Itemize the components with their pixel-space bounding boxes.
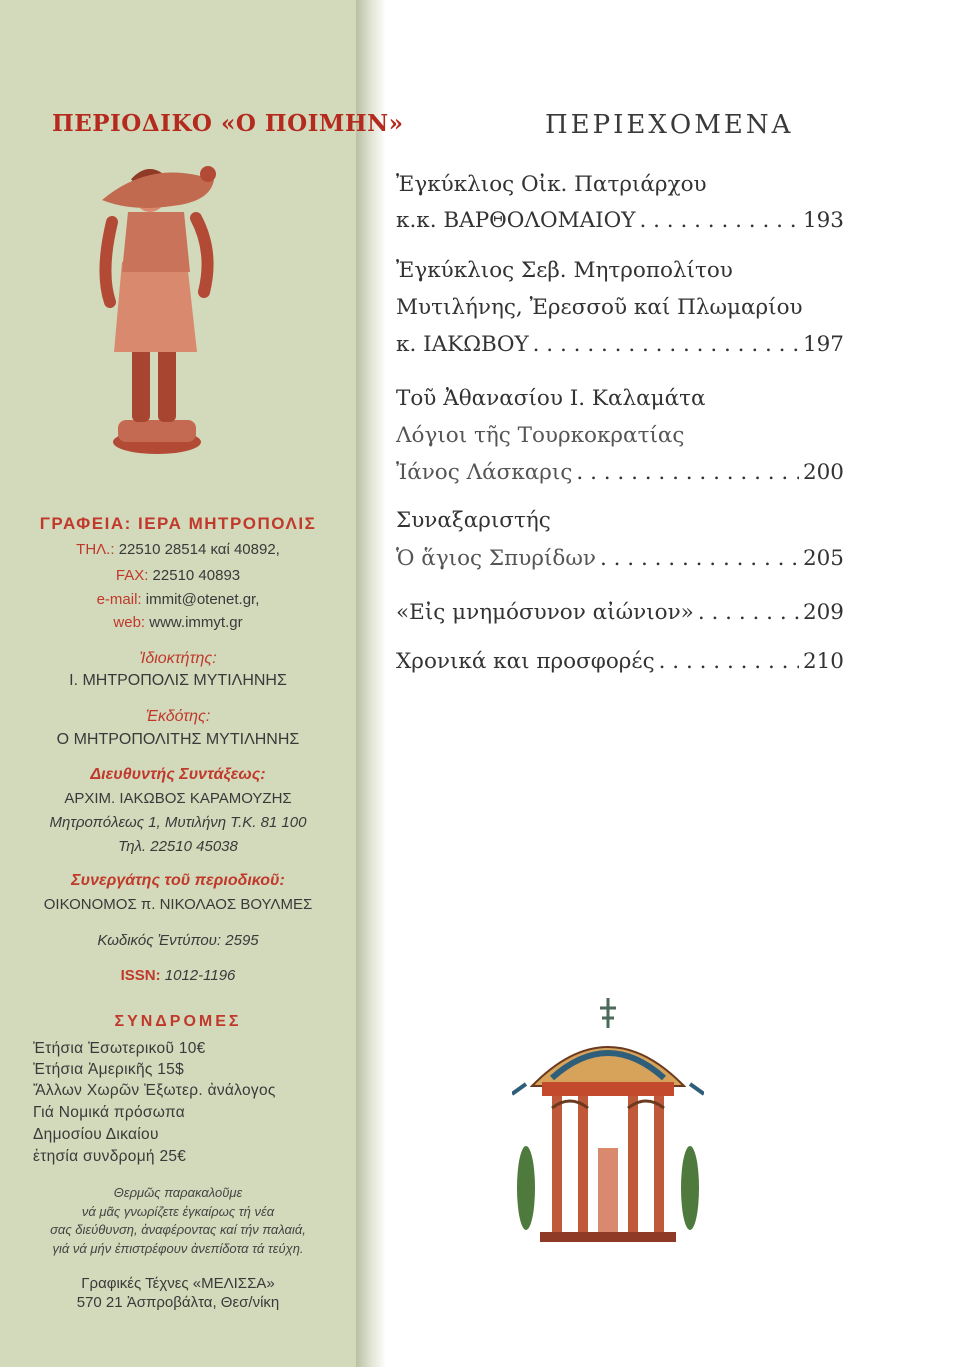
byzantine-fountain-illustration	[512, 998, 704, 1248]
publisher-label: Ἐκδότης:	[145, 708, 211, 725]
leader-dots	[698, 600, 799, 625]
web-value[interactable]: www.immyt.gr	[145, 614, 243, 631]
toc-entry-1-page: 193	[802, 208, 844, 233]
toc-entry-2-line1: Ἐγκύκλιος Σεβ. Μητροπολίτου	[396, 258, 733, 283]
leader-dots	[576, 460, 799, 485]
notice-line: γιά νά μήν ἐπιστρέφουν ἀνεπίδοτα τά τεύχη.	[52, 1240, 304, 1256]
leader-dots	[659, 649, 799, 674]
toc-entry-6[interactable]	[396, 649, 844, 674]
editor-label: Διευθυντής Συντάξεως:	[90, 766, 266, 783]
printer-code: Κωδικός Ἐντύπου: 2595	[97, 932, 259, 949]
web-line	[0, 614, 356, 631]
subscription-line: Ἐτήσια Ἀμερικῆς 15$	[33, 1061, 185, 1078]
page-gutter-shadow	[356, 0, 386, 1367]
subscription-line: Γιά Νομικά πρόσωπα	[33, 1104, 186, 1121]
notice-line: σας διεύθυνση, ἀναφέροντας καί τήν παλαιά,	[50, 1222, 306, 1237]
toc-entry-2-page: 197	[802, 332, 844, 357]
subscription-line: Ἐτήσια Ἐσωτερικοῦ 10€	[33, 1040, 206, 1057]
collaborator-name: ΟΙΚΟΝΟΜΟΣ π. ΝΙΚΟΛΑΟΣ ΒΟΥΛΜΕΣ	[43, 896, 313, 913]
issn-label: ISSN:	[120, 967, 161, 984]
toc-entry-5-page: 209	[802, 600, 844, 625]
fax-value: 22510 40893	[148, 567, 241, 584]
email-line	[0, 591, 356, 608]
leader-dots	[639, 208, 799, 233]
web-label: web:	[113, 614, 146, 631]
leader-dots	[600, 546, 799, 571]
toc-entry-2[interactable]	[396, 332, 844, 357]
collaborator-label: Συνεργάτης τοῦ περιοδικοῦ:	[71, 872, 285, 889]
toc-entry-1-title: κ.κ. ΒΑΡΘΟΛΟΜΑΙΟΥ	[396, 208, 636, 233]
subscriptions-heading: ΣΥΝΔΡΟΜΕΣ	[114, 1013, 242, 1030]
email-label: e-mail:	[96, 591, 142, 608]
toc-heading: ΠΕΡΙΕΧΟΜΕΝΑ	[545, 110, 794, 140]
editor-phone: Τηλ. 22510 45038	[118, 838, 238, 855]
toc-entry-3-title: Ἰάνος Λάσκαρις	[396, 460, 573, 485]
toc-entry-4[interactable]	[396, 546, 844, 571]
graphics-credit-line1: Γραφικές Τέχνες «ΜΕΛΙΣΣΑ»	[81, 1275, 275, 1292]
magazine-title: ΠΕΡΙΟΔΙΚΟ «Ο ΠΟΙΜΗΝ»	[52, 110, 404, 137]
offices-heading: ΓΡΑΦΕΙΑ: ΙΕΡΑ ΜΗΤΡΟΠΟΛΙΣ	[39, 514, 317, 533]
toc-entry-3[interactable]	[396, 460, 844, 485]
publisher-value: Ο ΜΗΤΡΟΠΟΛΙΤΗΣ ΜΥΤΙΛΗΝΗΣ	[56, 731, 300, 748]
phone-line	[0, 541, 356, 558]
toc-entry-3-author: Τοῦ Ἀθανασίου Ι. Καλαμάτα	[396, 386, 706, 411]
editor-name: ΑΡΧΙΜ. ΙΑΚΩΒΟΣ ΚΑΡΑΜΟΥΖΗΣ	[64, 790, 292, 807]
fax-label: FAX:	[115, 567, 149, 584]
toc-entry-6-page: 210	[802, 649, 844, 674]
toc-entry-2-line2: Μυτιλήνης, Ἐρεσσοῦ καί Πλωμαρίου	[396, 295, 803, 320]
notice-line: Θερμῶς παρακαλοῦμε	[113, 1185, 243, 1200]
graphics-credit-line2: 570 21 Ἀσπροβάλτα, Θεσ/νίκη	[76, 1294, 280, 1311]
toc-entry-3-page: 200	[802, 460, 844, 485]
good-shepherd-statue-illustration	[92, 152, 222, 462]
toc-entry-6-title: Χρονικά και προσφορές	[396, 649, 655, 674]
fax-line	[0, 567, 356, 584]
owner-label: Ἰδιοκτήτης:	[139, 650, 217, 667]
subscription-line: ἐτησία συνδρομή 25€	[33, 1148, 187, 1165]
issn-line	[0, 967, 356, 984]
toc-entry-1-line1: Ἐγκύκλιος Οἰκ. Πατριάρχου	[396, 172, 707, 197]
email-value[interactable]: immit@otenet.gr,	[141, 591, 260, 608]
toc-entry-3-line2: Λόγιοι τῆς Τουρκοκρατίας	[396, 423, 685, 448]
leader-dots	[533, 332, 799, 357]
subscription-line: Ἄλλων Χωρῶν Ἐξωτερ. ἀνάλογος	[33, 1082, 276, 1099]
subscription-line: Δημοσίου Δικαίου	[33, 1126, 159, 1143]
toc-entry-5-title: «Εἰς μνημόσυνον αἰώνιον»	[396, 600, 694, 625]
toc-entry-4-title: Ὁ ἅγιος Σπυρίδων	[396, 546, 596, 571]
toc-entry-4-page: 205	[802, 546, 844, 571]
phone-label: ΤΗΛ.:	[76, 541, 115, 558]
toc-entry-1[interactable]	[396, 208, 844, 233]
toc-entry-4-section: Συναξαριστής	[396, 508, 551, 533]
issn-value: 1012-1196	[160, 967, 236, 984]
editor-address: Μητροπόλεως 1, Μυτιλήνη Τ.Κ. 81 100	[49, 814, 307, 831]
phone-value: 22510 28514 καί 40892,	[114, 541, 280, 558]
toc-entry-5[interactable]	[396, 600, 844, 625]
owner-value: Ι. ΜΗΤΡΟΠΟΛΙΣ ΜΥΤΙΛΗΝΗΣ	[69, 672, 287, 689]
toc-entry-2-title: κ. ΙΑΚΩΒΟΥ	[396, 332, 529, 357]
address-change-notice	[0, 1184, 356, 1258]
notice-line: νά μᾶς γνωρίζετε ἐγκαίρως τή νέα	[81, 1203, 275, 1219]
